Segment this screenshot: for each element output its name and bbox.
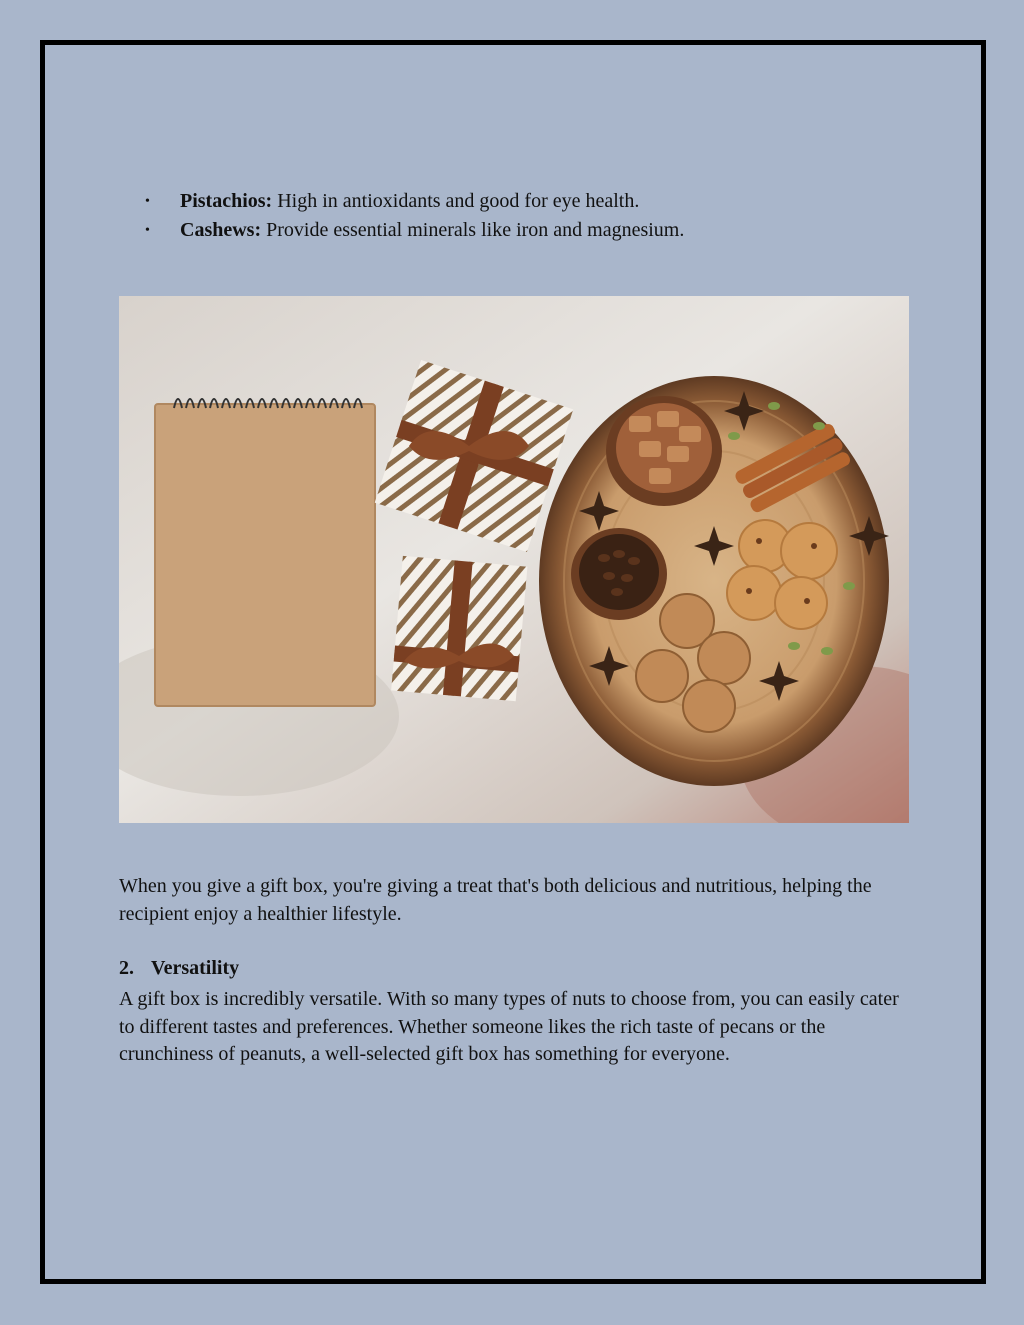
section-heading — [119, 954, 239, 982]
list-item-term: Cashews: — [180, 219, 262, 241]
list-item-term: Pistachios: — [180, 190, 273, 212]
nut-benefits-list — [140, 187, 684, 245]
list-item — [140, 216, 684, 245]
list-item-text: High in antioxidants and good for eye health. — [272, 190, 640, 212]
list-item-text: Provide essential minerals like iron and magnesium. — [261, 219, 685, 241]
section-title: Versatility — [151, 957, 240, 979]
intro-paragraph: When you give a gift box, you're giving a treat that's both delicious and nutritious, helping the recipient enjoy a healthier lifestyle. — [119, 875, 872, 925]
section-body: A gift box is incredibly versatile. With so many types of nuts to choose from, you can easily cater to different tastes and preferences. Whether someone likes the rich taste of pecans or the crunchiness of peanuts, a well-selected gift box has something for everyone. — [119, 988, 899, 1065]
list-item — [140, 187, 684, 216]
section-number: 2. — [119, 957, 134, 979]
gift-box-photo — [119, 296, 909, 823]
